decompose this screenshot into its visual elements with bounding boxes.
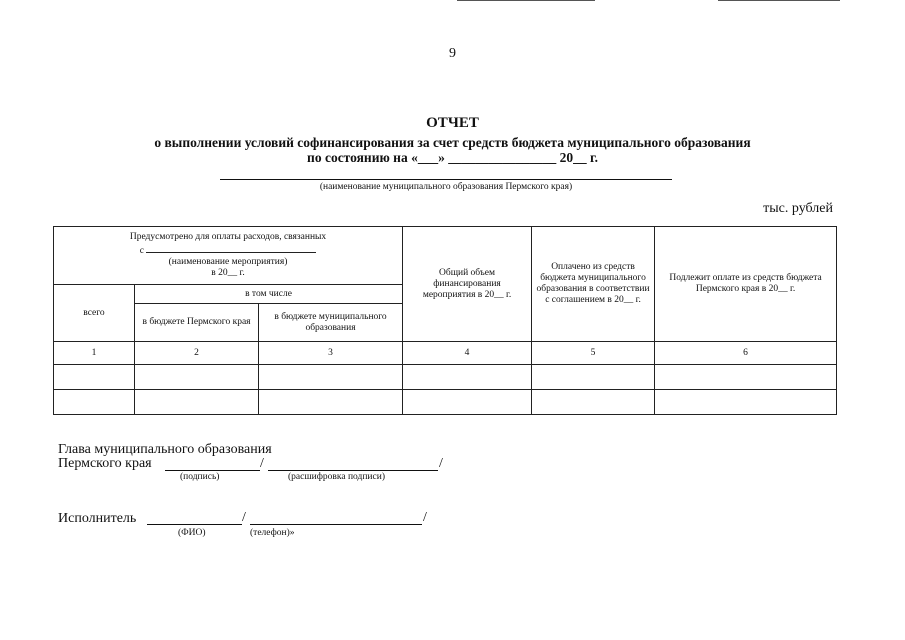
- name-caption: (ФИО): [178, 528, 206, 538]
- column-number: 3: [259, 342, 403, 365]
- table-cell: [54, 390, 135, 415]
- provided-line4: в 20__ г.: [211, 268, 245, 278]
- table-row: [54, 390, 837, 415]
- header-regional-budget: в бюджете Пермского края: [135, 304, 259, 342]
- report-subtitle-line1: о выполнении условий софинансирования за счет средств бюджета муниципального образования: [154, 135, 751, 150]
- table-cell: [259, 365, 403, 390]
- column-number-row: [54, 342, 837, 365]
- table-cell: [54, 365, 135, 390]
- provided-line1: Предусмотрено для оплаты расходов, связанных: [129, 232, 327, 242]
- page-number: 9: [449, 46, 456, 61]
- table-cell: [259, 390, 403, 415]
- slash-separator: /: [260, 456, 264, 471]
- slash-separator: /: [423, 510, 427, 525]
- head-title: Глава муниципального образования: [58, 442, 272, 457]
- table-header-row: [54, 227, 837, 285]
- column-number: 5: [532, 342, 655, 365]
- header-total: всего: [54, 285, 135, 342]
- header-total-volume: Общий объем финансирования мероприятия в 20__ г.: [403, 227, 532, 342]
- provided-line3: (наименование мероприятия): [168, 257, 288, 267]
- phone-caption: (телефон)»: [250, 528, 295, 538]
- column-number: 2: [135, 342, 259, 365]
- table-cell: [403, 390, 532, 415]
- table-cell: [655, 365, 837, 390]
- executor-phone-line: [250, 524, 422, 525]
- column-number: 1: [54, 342, 135, 365]
- executor-name-line: [147, 524, 242, 525]
- provided-line2: [57, 243, 399, 257]
- head-region-label: Пермского края: [58, 456, 152, 471]
- municipality-name-line: [220, 179, 672, 180]
- slash-separator: /: [242, 510, 246, 525]
- table-cell: [655, 390, 837, 415]
- header-including: в том числе: [135, 285, 403, 304]
- table-cell: [135, 365, 259, 390]
- report-subtitle-line2: по состоянию на «___» ________________ 20__ г.: [307, 150, 598, 165]
- head-decoding-line: [268, 470, 438, 471]
- event-name-blank: [146, 243, 316, 253]
- table-cell: [135, 390, 259, 415]
- header-municipal-budget: в бюджете муниципального образования: [259, 304, 403, 342]
- report-table: [53, 226, 837, 415]
- signature-caption: (подпись): [180, 472, 220, 482]
- head-signature-line: [165, 470, 260, 471]
- provided-prefix: с: [139, 246, 144, 256]
- header-payable: Подлежит оплате из средств бюджета Пермского края в 20__ г.: [655, 227, 837, 342]
- table-cell: [403, 365, 532, 390]
- slash-separator: /: [439, 456, 443, 471]
- units-label: тыс. рублей: [763, 201, 833, 216]
- scan-artifact-line: [457, 0, 595, 1]
- scan-artifact-line: [718, 0, 840, 1]
- table-cell: [532, 365, 655, 390]
- report-title: ОТЧЕТ: [426, 115, 479, 131]
- decoding-caption: (расшифровка подписи): [288, 472, 385, 482]
- header-paid: Оплачено из средств бюджета муниципального образования в соответствии с соглашением в 20__ г.: [532, 227, 655, 342]
- column-number: 6: [655, 342, 837, 365]
- report-subtitle: [60, 135, 845, 165]
- executor-label: Исполнитель: [58, 511, 137, 526]
- table-row: [54, 365, 837, 390]
- municipality-caption: (наименование муниципального образования Пермского края): [319, 182, 573, 192]
- column-number: 4: [403, 342, 532, 365]
- header-provided: [54, 227, 403, 285]
- table-cell: [532, 390, 655, 415]
